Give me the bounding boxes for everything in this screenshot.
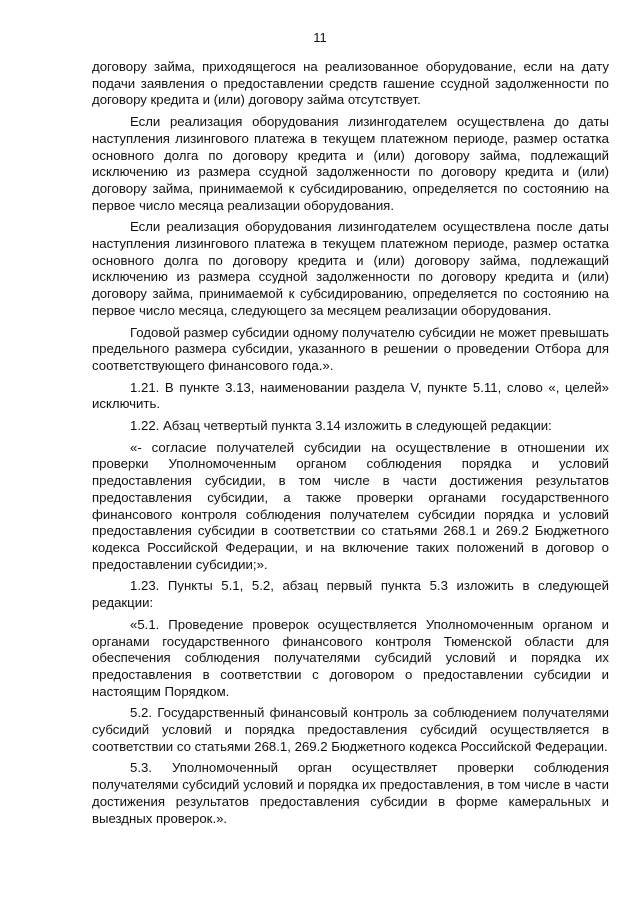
page-number: 11 xyxy=(313,30,327,45)
paragraph-sale-after-payment: Если реализация оборудования лизингодателем осуществлена после даты наступления лизингового платежа в текущем платежном периоде, размер остатка основного долга по договору кредита и (или) договору займа, подлежащий исключению из размера ссудной задолженности по договору кредита и (или) договору займа, принимаемой к субсидированию, определяется по состоянию на первое число месяца, следующего за месяцем реализации оборудования. xyxy=(92,219,609,318)
paragraph-item-1-22: 1.22. Абзац четвертый пункта 3.14 изложить в следующей редакции: xyxy=(130,418,552,434)
paragraph-consent-clause: «- согласие получателей субсидии на осуществление в отношении их проверки Уполномоченным органом соблюдения порядка и условий предоставления субсидии, в том числе в части достижения результатов предоставления субсидии, а также проверки органами государственного финансового контроля соблюдения получателем субсидии порядка и условий предоставления субсидии в соответствии со статьями 268.1 и 269.2 Бюджетного кодекса Российской Федерации, и на включение таких положений в договор о предоставлении субсидии;». xyxy=(92,439,609,572)
paragraph-item-1-21: 1.21. В пункте 3.13, наименовании раздела V, пункте 5.11, слово «, целей» исключить. xyxy=(92,379,609,412)
paragraph-clause-5-3: 5.3. Уполномоченный орган осуществляет проверки соблюдения получателями субсидий условий и порядка их предоставления, в том числе в части достижения результатов предоставления субсидии в форме камеральных и выездных проверок.». xyxy=(92,760,609,826)
paragraph-clause-5-1: «5.1. Проведение проверок осуществляется Уполномоченным органом и органами государственного финансового контроля Тюменской области для обеспечения соблюдения получателями субсидий условий и порядка их предоставления в соответствии с договором о предоставлении субсидии и настоящим Порядком. xyxy=(92,616,609,699)
paragraph-item-1-23: 1.23. Пункты 5.1, 5.2, абзац первый пункта 5.3 изложить в следующей редакции: xyxy=(92,578,609,611)
document-body xyxy=(92,59,609,832)
paragraph-sale-before-payment: Если реализация оборудования лизингодателем осуществлена до даты наступления лизингового платежа в текущем платежном периоде, размер остатка основного долга по договору кредита и (или) договору займа, подлежащий исключению из размера ссудной задолженности по договору кредита и (или) договору займа, принимаемой к субсидированию, определяется по состоянию на первое число месяца реализации оборудования. xyxy=(92,114,609,213)
paragraph-clause-5-2: 5.2. Государственный финансовый контроль за соблюдением получателями субсидий условий и порядка предоставления субсидий осуществляется в соответствии со статьями 268.1, 269.2 Бюджетного кодекса Российской Федерации. xyxy=(92,705,609,754)
paragraph-continuation: договору займа, приходящегося на реализованное оборудование, если на дату подачи заявления о предоставлении средств гашение ссудной задолженности по договору кредита и (или) договору займа отсутствует. xyxy=(92,59,609,108)
paragraph-annual-subsidy-limit: Годовой размер субсидии одному получателю субсидии не может превышать предельного размера субсидии, указанного в решении о проведении Отбора для соответствующего финансового года.». xyxy=(92,324,609,373)
